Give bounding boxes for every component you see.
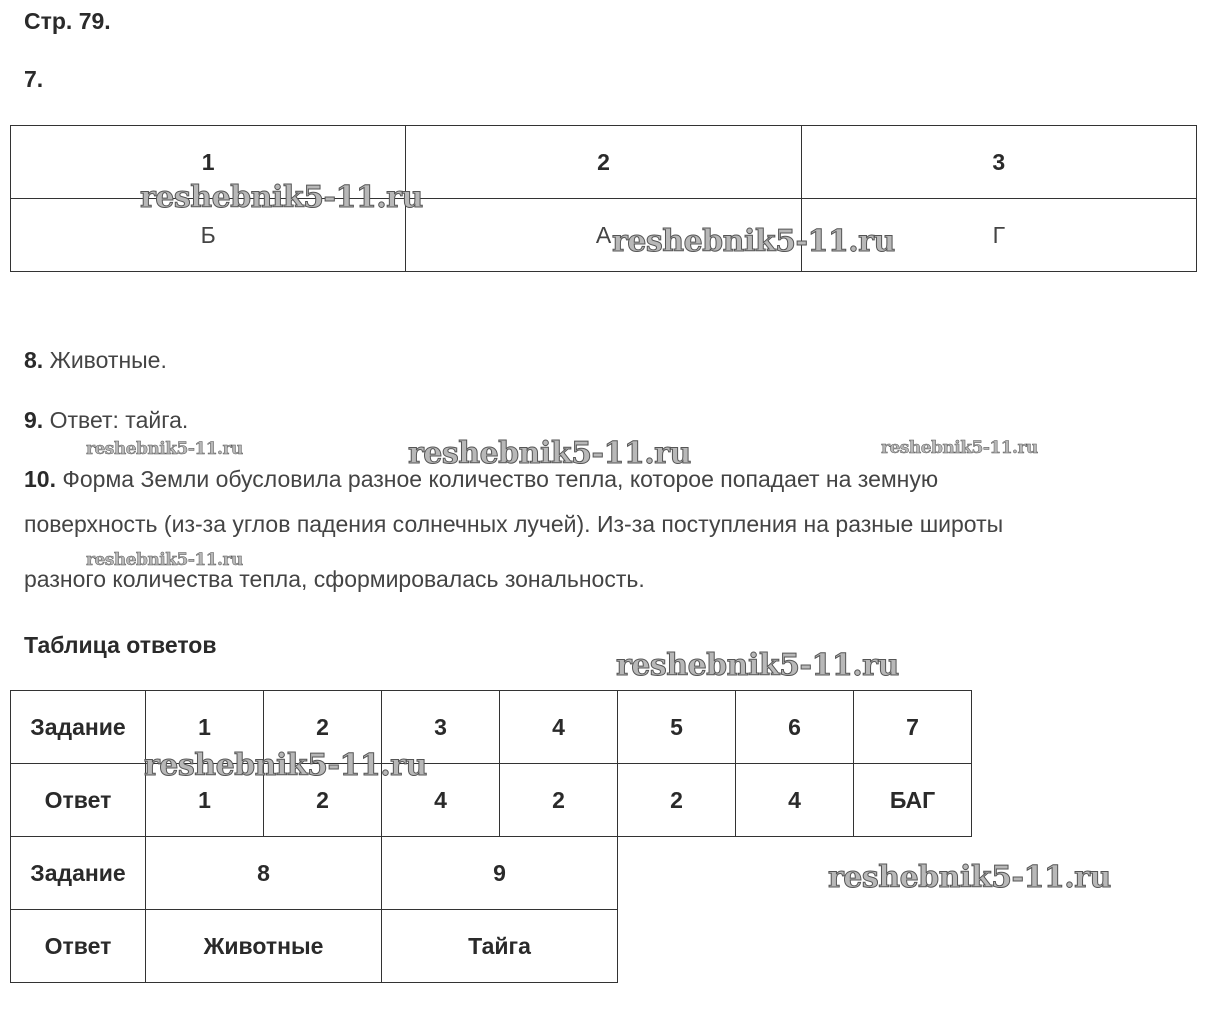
empty-area bbox=[618, 837, 972, 910]
answer-row-label: Ответ bbox=[11, 910, 146, 983]
answers-table bbox=[10, 690, 972, 983]
task-7-number: 7. bbox=[24, 66, 44, 92]
task-10-text-line-2: поверхность (из-за углов падения солнечных лучей). Из-за поступления на разные широты bbox=[24, 511, 1004, 537]
answer-cell: 2 bbox=[500, 764, 618, 837]
task-9-answer bbox=[24, 407, 188, 435]
task-7-header-cell: 3 bbox=[801, 126, 1196, 199]
task-number-cell: 5 bbox=[618, 691, 736, 764]
task-number-cell: 1 bbox=[146, 691, 264, 764]
task-number-cell: 2 bbox=[264, 691, 382, 764]
watermark: reshebnik5-11.ru bbox=[612, 224, 895, 259]
task-7-value-cell: А bbox=[406, 199, 801, 272]
task-7-header-cell: 2 bbox=[406, 126, 801, 199]
watermark: reshebnik5-11.ru bbox=[140, 180, 423, 215]
task-9-text: Ответ: тайга. bbox=[49, 407, 189, 433]
answer-cell: 4 bbox=[382, 764, 500, 837]
answers-answer-row-2 bbox=[11, 910, 972, 983]
task-7-value-cell: Г bbox=[801, 199, 1196, 272]
answers-task-row bbox=[11, 691, 972, 764]
task-10-number: 10. bbox=[24, 466, 56, 492]
task-8-number: 8. bbox=[24, 347, 44, 373]
task-10-text-line-1: Форма Земли обусловила разное количество тепла, которое попадает на земную bbox=[62, 466, 939, 492]
task-8-answer bbox=[24, 347, 167, 375]
watermark: reshebnik5-11.ru bbox=[86, 439, 243, 459]
answer-cell: Тайга bbox=[382, 910, 618, 983]
task-10-line-1 bbox=[24, 466, 938, 494]
answer-cell: 4 bbox=[736, 764, 854, 837]
task-row-label: Задание bbox=[11, 691, 146, 764]
answers-table-title: Таблица ответов bbox=[24, 632, 217, 658]
task-7-header-cell: 1 bbox=[11, 126, 406, 199]
watermark: reshebnik5-11.ru bbox=[616, 648, 899, 683]
answer-cell: БАГ bbox=[854, 764, 972, 837]
task-7-value-row bbox=[11, 199, 1197, 272]
task-8-text: Животные. bbox=[49, 347, 167, 373]
watermark: reshebnik5-11.ru bbox=[408, 436, 691, 471]
task-number-cell: 4 bbox=[500, 691, 618, 764]
answer-row-label: Ответ bbox=[11, 764, 146, 837]
task-7-table bbox=[10, 125, 1197, 272]
task-9-number: 9. bbox=[24, 407, 44, 433]
answer-cell: 1 bbox=[146, 764, 264, 837]
answer-cell: 2 bbox=[264, 764, 382, 837]
task-7-header-row bbox=[11, 126, 1197, 199]
task-7-value-cell: Б bbox=[11, 199, 406, 272]
task-number-cell: 9 bbox=[382, 837, 618, 910]
answer-cell: 2 bbox=[618, 764, 736, 837]
watermark: reshebnik5-11.ru bbox=[144, 748, 427, 783]
answer-cell: Животные bbox=[146, 910, 382, 983]
task-10-text-line-3: разного количества тепла, сформировалась зональность. bbox=[24, 566, 645, 592]
watermark: reshebnik5-11.ru bbox=[881, 438, 1038, 458]
task-number-cell: 6 bbox=[736, 691, 854, 764]
task-number-cell: 8 bbox=[146, 837, 382, 910]
task-number-cell: 3 bbox=[382, 691, 500, 764]
answers-task-row-2 bbox=[11, 837, 972, 910]
watermark: reshebnik5-11.ru bbox=[86, 550, 243, 570]
empty-area bbox=[618, 910, 972, 983]
watermark: reshebnik5-11.ru bbox=[828, 860, 1111, 895]
answers-answer-row bbox=[11, 764, 972, 837]
task-row-label: Задание bbox=[11, 837, 146, 910]
task-number-cell: 7 bbox=[854, 691, 972, 764]
page-heading: Стр. 79. bbox=[24, 8, 111, 34]
